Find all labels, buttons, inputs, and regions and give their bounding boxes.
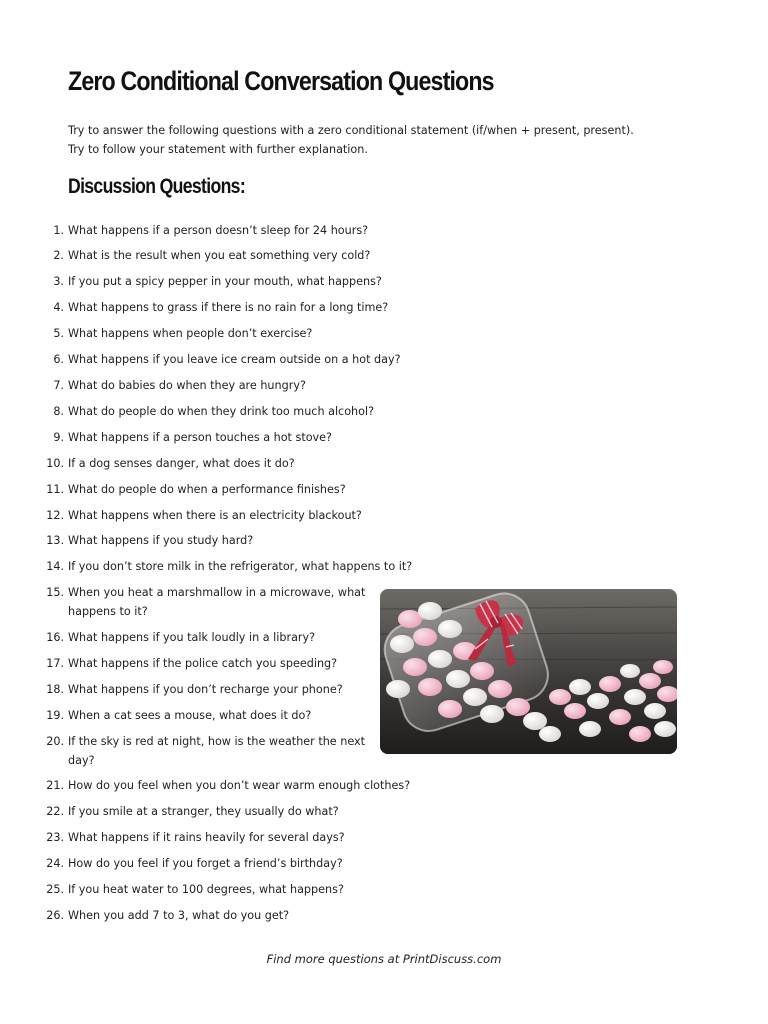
item-text: What happens to grass if there is no rain for a long time? [68, 301, 389, 314]
item-number: 9. [53, 431, 64, 444]
item-text: When you add 7 to 3, what do you get? [68, 909, 290, 922]
item-text: If you heat water to 100 degrees, what happens? [68, 883, 344, 896]
item-number: 15. [46, 586, 64, 599]
item-text: What happens if a person doesn’t sleep for 24 hours? [68, 224, 369, 237]
item-text: What happens when people don’t exercise? [68, 327, 313, 340]
item-text: What happens if the police catch you speeding? [68, 657, 338, 670]
item-number: 16. [46, 631, 64, 644]
item-text: What happens when there is an electricity blackout? [68, 509, 362, 522]
item-text: What happens if it rains heavily for several days? [68, 831, 345, 844]
section-heading: Discussion Questions: [68, 175, 246, 198]
item-number: 3. [53, 275, 64, 288]
item-number: 8. [53, 405, 64, 418]
item-number: 22. [46, 805, 64, 818]
marshmallow-jar-photo [380, 589, 677, 754]
instructions-line-2: Try to follow your statement with further explanation. [68, 143, 368, 156]
item-text: What happens if a person touches a hot stove? [68, 431, 332, 444]
item-text: If you put a spicy pepper in your mouth, what happens? [68, 275, 382, 288]
item-text: What do people do when a performance finishes? [68, 483, 346, 496]
item-text: What happens if you leave ice cream outside on a hot day? [68, 353, 401, 366]
item-text: When a cat sees a mouse, what does it do? [68, 709, 312, 722]
item-number: 14. [46, 560, 64, 573]
item-number: 19. [46, 709, 64, 722]
item-text: What do people do when they drink too much alcohol? [68, 405, 375, 418]
item-number: 4. [53, 301, 64, 314]
item-number: 12. [46, 509, 64, 522]
page-title: Zero Conditional Conversation Questions [68, 66, 494, 96]
item-number: 20. [46, 735, 64, 748]
item-text: What happens if you talk loudly in a library? [68, 631, 316, 644]
item-text: If you smile at a stranger, they usually do what? [68, 805, 339, 818]
item-number: 1. [53, 224, 64, 237]
item-text: When you heat a marshmallow in a microwave, what happens to it? [68, 586, 366, 618]
item-number: 2. [53, 249, 64, 262]
item-number: 21. [46, 779, 64, 792]
item-number: 5. [53, 327, 64, 340]
footer-credit: Find more questions at PrintDiscuss.com [266, 952, 502, 966]
item-text: If you don’t store milk in the refrigerator, what happens to it? [68, 560, 413, 573]
item-number: 24. [46, 857, 64, 870]
item-text: If a dog senses danger, what does it do? [68, 457, 295, 470]
item-text: How do you feel when you don’t wear warm enough clothes? [68, 779, 411, 792]
item-text: What happens if you study hard? [68, 534, 254, 547]
item-number: 13. [46, 534, 64, 547]
item-number: 25. [46, 883, 64, 896]
item-text: What is the result when you eat something very cold? [68, 249, 371, 262]
item-number: 18. [46, 683, 64, 696]
item-text: What do babies do when they are hungry? [68, 379, 306, 392]
item-number: 6. [53, 353, 64, 366]
instructions [68, 121, 668, 159]
item-number: 23. [46, 831, 64, 844]
item-number: 7. [53, 379, 64, 392]
item-number: 11. [46, 483, 64, 496]
item-text: If the sky is red at night, how is the weather the next day? [68, 735, 366, 767]
item-number: 17. [46, 657, 64, 670]
item-number: 26. [46, 909, 64, 922]
item-number: 10. [46, 457, 64, 470]
item-text: How do you feel if you forget a friend’s birthday? [68, 857, 343, 870]
instructions-line-1: Try to answer the following questions with a zero conditional statement (if/when + present, present). [68, 124, 634, 137]
item-text: What happens if you don’t recharge your phone? [68, 683, 343, 696]
